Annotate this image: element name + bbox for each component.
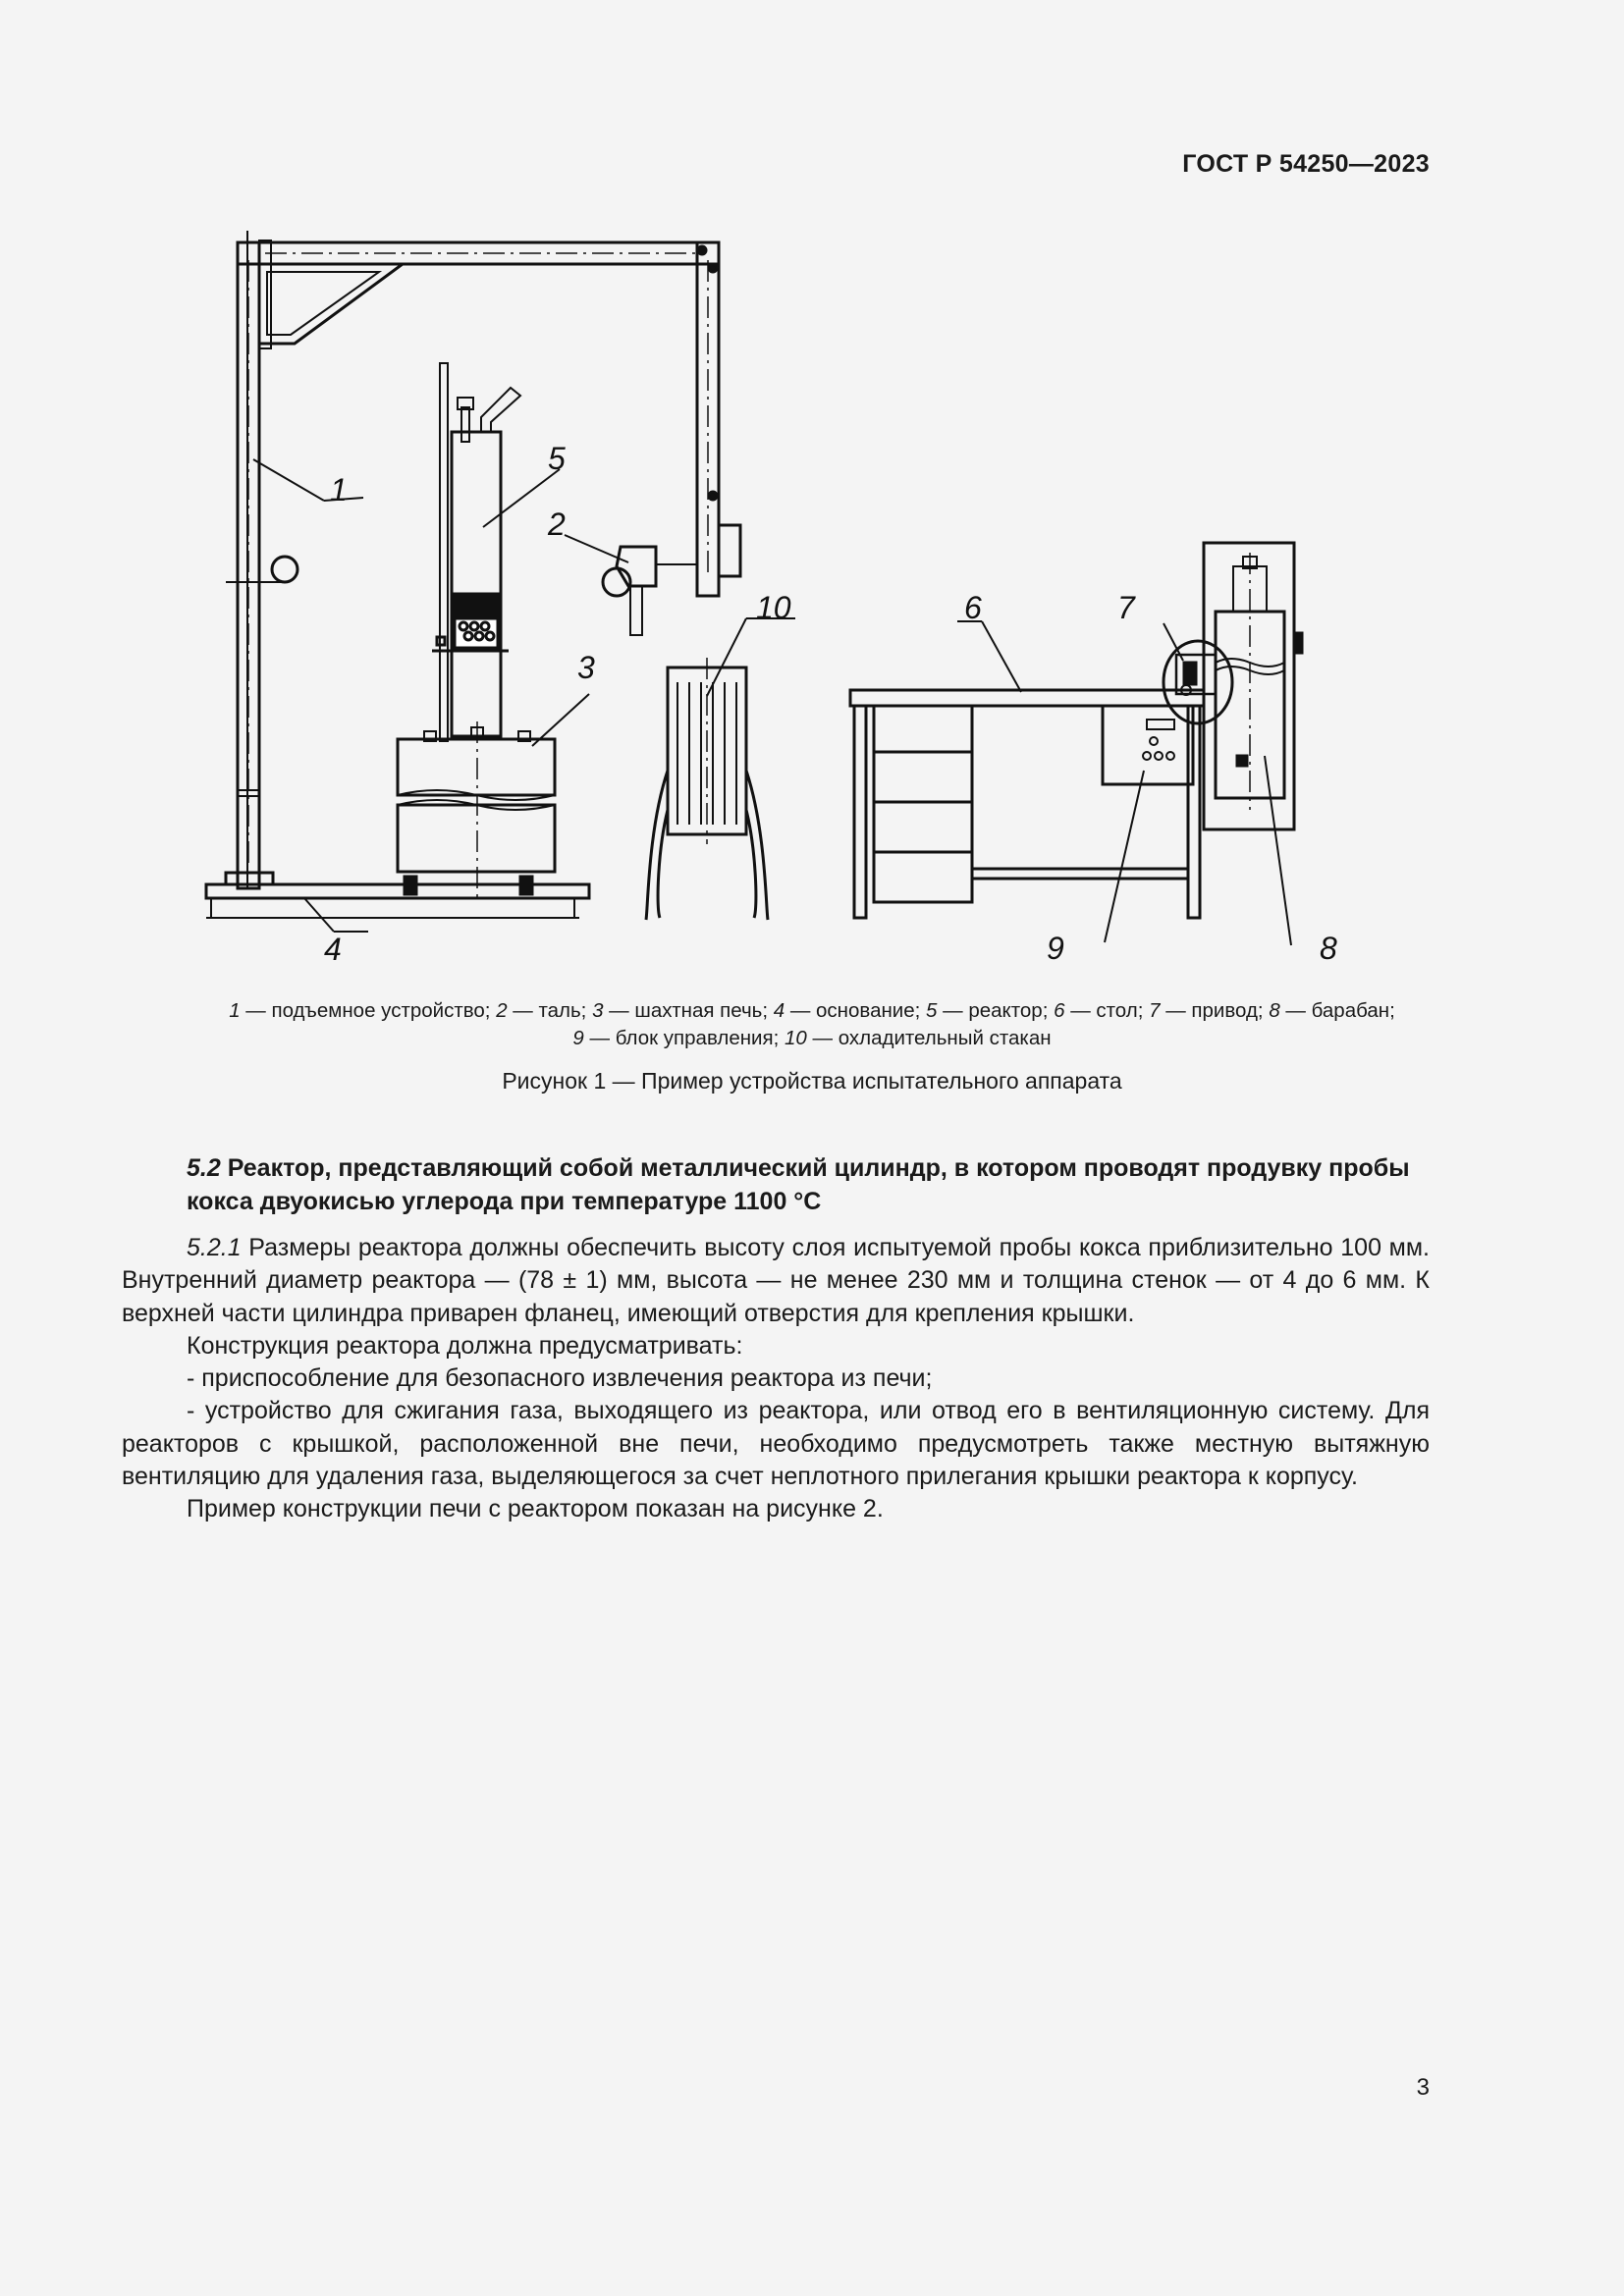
page-number: 3 <box>1416 2074 1430 2101</box>
figure-caption: Рисунок 1 — Пример устройства испытательного аппарата <box>502 1068 1122 1094</box>
paragraph-text: Размеры реактора должны обеспечить высоту слоя испытуемой пробы кокса приблизительно 100 мм. Внутренний диаметр реактора — (78 ± 1) мм, высота — не менее 230 мм и толщина стенок — от 4 до 6 мм. К верхней части цилиндра приварен фланец, имеющий отверстия для крепления крышки. <box>122 1234 1430 1327</box>
legend-line <box>128 1025 1496 1052</box>
cooling-cup <box>646 658 768 920</box>
legend-text: — таль; <box>507 999 593 1022</box>
paragraph <box>122 1330 1430 1362</box>
paragraph <box>122 1362 1430 1395</box>
base <box>206 873 589 918</box>
paragraph-text: Пример конструкции печи с реактором показан на рисунке 2. <box>187 1495 884 1523</box>
legend-num: 6 <box>1054 999 1065 1022</box>
legend-num: 2 <box>496 999 508 1022</box>
callout-3: 3 <box>577 650 595 685</box>
legend-text: — шахтная печь; <box>603 999 774 1022</box>
callout-5: 5 <box>548 441 566 476</box>
callout-7: 7 <box>1117 590 1135 625</box>
legend-num: 9 <box>572 1027 584 1049</box>
legend-text: — подъемное устройство; <box>240 999 497 1022</box>
legend-num: 3 <box>592 999 604 1022</box>
callout-1: 1 <box>330 472 348 507</box>
apparatus-drawing <box>187 221 1365 977</box>
paragraph <box>122 1395 1430 1493</box>
paragraph-text: - устройство для сжигания газа, выходящего из реактора, или отвод его в вентиляционную систему. Для реакторов с крышкой, расположенной вне печи, необходимо предусмотреть также местную вытяжную вентиляцию для удаления газа, выделяющегося за счет неплотного прилегания крышки реактора к корпусу. <box>122 1397 1430 1491</box>
callout-2: 2 <box>548 507 566 542</box>
legend-num: 1 <box>229 999 241 1022</box>
clause-number: 5.2.1 <box>187 1234 242 1261</box>
drum <box>1204 543 1302 829</box>
legend-line <box>128 997 1496 1025</box>
legend-num: 10 <box>785 1027 807 1049</box>
apparatus-figure <box>187 221 1365 977</box>
callout-9: 9 <box>1047 931 1064 966</box>
table <box>850 690 1204 918</box>
reactor <box>432 363 520 741</box>
section-heading <box>187 1151 1430 1218</box>
legend-text: — основание; <box>785 999 927 1022</box>
section-title: Реактор, представляющий собой металлический цилиндр, в котором проводят продувку пробы кокса двуокисью углерода при температуре 1100 °С <box>187 1154 1410 1215</box>
paragraph <box>122 1493 1430 1525</box>
paragraph-text: Конструкция реактора должна предусматривать: <box>187 1331 743 1360</box>
legend-text: — привод; <box>1160 999 1270 1022</box>
legend-text: — блок управления; <box>583 1027 785 1049</box>
paragraph-text: - приспособление для безопасного извлечения реактора из печи; <box>187 1364 933 1393</box>
paragraph <box>122 1232 1430 1330</box>
legend-text: — охладительный стакан <box>806 1027 1052 1049</box>
legend-text: — стол; <box>1064 999 1150 1022</box>
callout-4: 4 <box>324 932 342 967</box>
section-number: 5.2 <box>187 1154 221 1182</box>
shaft-furnace <box>398 721 555 898</box>
legend-num: 8 <box>1269 999 1280 1022</box>
drive <box>1164 641 1232 723</box>
legend-num: 7 <box>1149 999 1161 1022</box>
callout-6: 6 <box>964 590 982 625</box>
legend-num: 4 <box>773 999 785 1022</box>
legend-text: — реактор; <box>937 999 1055 1022</box>
lifting-device <box>226 231 719 888</box>
figure-legend <box>128 997 1496 1052</box>
legend-num: 5 <box>926 999 938 1022</box>
legend-text: — барабан; <box>1279 999 1395 1022</box>
callout-10: 10 <box>756 590 791 625</box>
document-code: ГОСТ Р 54250—2023 <box>1182 150 1430 178</box>
callout-8: 8 <box>1320 931 1337 966</box>
body-text <box>122 1232 1430 1526</box>
